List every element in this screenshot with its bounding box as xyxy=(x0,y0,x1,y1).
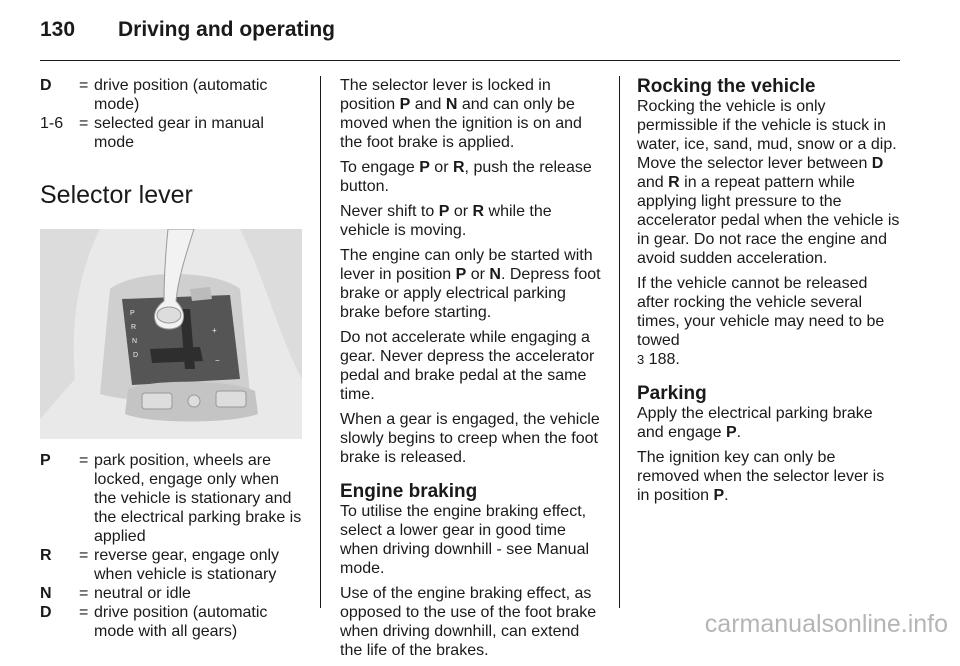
def-row-manual xyxy=(40,114,304,152)
gear-label-minus: − xyxy=(215,356,220,365)
def-equals: = xyxy=(79,585,89,602)
paragraph-rocking: Rocking the vehicle is only permissible if the vehicle is stuck in water, ice, sand, mud, snow or a dip. Move the selector lever between D and R in a repeat pattern while applying light pressure to the accelerator pedal when the vehicle is in gear. Do not race the engine and avoid sudden acceleration. xyxy=(637,98,900,267)
gear-label-plus: + xyxy=(212,326,217,335)
section-heading-parking: Parking xyxy=(637,383,707,404)
selector-lever-illustration xyxy=(40,229,302,439)
paragraph-parking-brake: Apply the electrical parking brake and engage P. xyxy=(637,405,873,441)
column-3 xyxy=(637,76,901,511)
def-desc: drive position (automatic mode) xyxy=(94,77,268,113)
paragraph-engage: To engage P or R, push the release button. xyxy=(340,159,592,195)
gear-label-r: R xyxy=(131,324,137,331)
paragraph-lever-locked: The selector lever is locked in position P and N and can only be moved when the ignition is on and the foot brake is applied. xyxy=(340,77,582,151)
def-equals: = xyxy=(79,115,89,132)
def-term: R xyxy=(40,547,52,564)
watermark: carmanualsonline.info xyxy=(704,610,948,638)
section-heading-engine-braking: Engine braking xyxy=(340,481,478,502)
def-equals: = xyxy=(79,452,89,469)
def-desc: selected gear in manual mode xyxy=(94,115,264,151)
section-heading-rocking: Rocking the vehicle xyxy=(637,76,816,97)
paragraph-never-shift: Never shift to P or R while the vehicle is moving. xyxy=(340,203,552,239)
def-desc: park position, wheels are locked, engage only when the vehicle is stationary and the electrical parking brake is applied xyxy=(94,452,302,545)
column-divider-2 xyxy=(619,76,620,608)
page-reference-icon: 3 xyxy=(637,352,645,367)
column-2 xyxy=(340,76,602,666)
column-divider-1 xyxy=(320,76,321,608)
section-heading-selector-lever: Selector lever xyxy=(40,181,193,209)
gear-label-d: D xyxy=(133,352,139,359)
def-term: N xyxy=(40,585,52,602)
paragraph-brake-life: Use of the engine braking effect, as opposed to the use of the foot brake when driving downhill, can extend the life of the brakes. xyxy=(340,585,597,659)
def-desc: neutral or idle xyxy=(94,585,191,602)
gear-label-n: N xyxy=(132,338,138,345)
def-row-d xyxy=(40,603,304,641)
def-equals: = xyxy=(79,77,89,94)
def-term: D xyxy=(40,604,52,621)
def-equals: = xyxy=(79,604,89,621)
paragraph-towing: If the vehicle cannot be released after rocking the vehicle several times, your vehicle may need to be towed 3 188. xyxy=(637,275,885,368)
def-desc: reverse gear, engage only when vehicle is stationary xyxy=(94,547,280,583)
page-title: Driving and operating xyxy=(118,18,336,41)
def-desc: drive position (automatic mode with all gears) xyxy=(94,604,268,640)
paragraph-creep: When a gear is engaged, the vehicle slowly begins to creep when the foot brake is released. xyxy=(340,411,600,466)
def-equals: = xyxy=(79,547,89,564)
def-row-n xyxy=(40,584,304,603)
page-reference-link[interactable]: 188. xyxy=(644,351,680,368)
paragraph-engine-braking: To utilise the engine braking effect, select a lower gear in good time when driving downhill - see Manual mode. xyxy=(340,503,590,577)
def-row-p xyxy=(40,451,304,546)
def-row-d-auto xyxy=(40,76,304,114)
def-term: D xyxy=(40,77,52,94)
paragraph-no-accelerate: Do not accelerate while engaging a gear. Never depress the accelerator pedal and brake pedal at the same time. xyxy=(340,329,595,403)
def-row-r xyxy=(40,546,304,584)
paragraph-engine-start: The engine can only be started with lever in position P or N. Depress foot brake or apply electrical parking brake before starting. xyxy=(340,247,601,321)
paragraph-ignition-key: The ignition key can only be removed when the selector lever is in position P. xyxy=(637,449,885,504)
header-divider xyxy=(40,60,900,61)
gear-label-p: P xyxy=(130,310,135,317)
page-number: 130 xyxy=(40,18,76,41)
def-term: P xyxy=(40,452,51,469)
column-1 xyxy=(40,76,304,641)
def-term: 1-6 xyxy=(40,115,64,132)
